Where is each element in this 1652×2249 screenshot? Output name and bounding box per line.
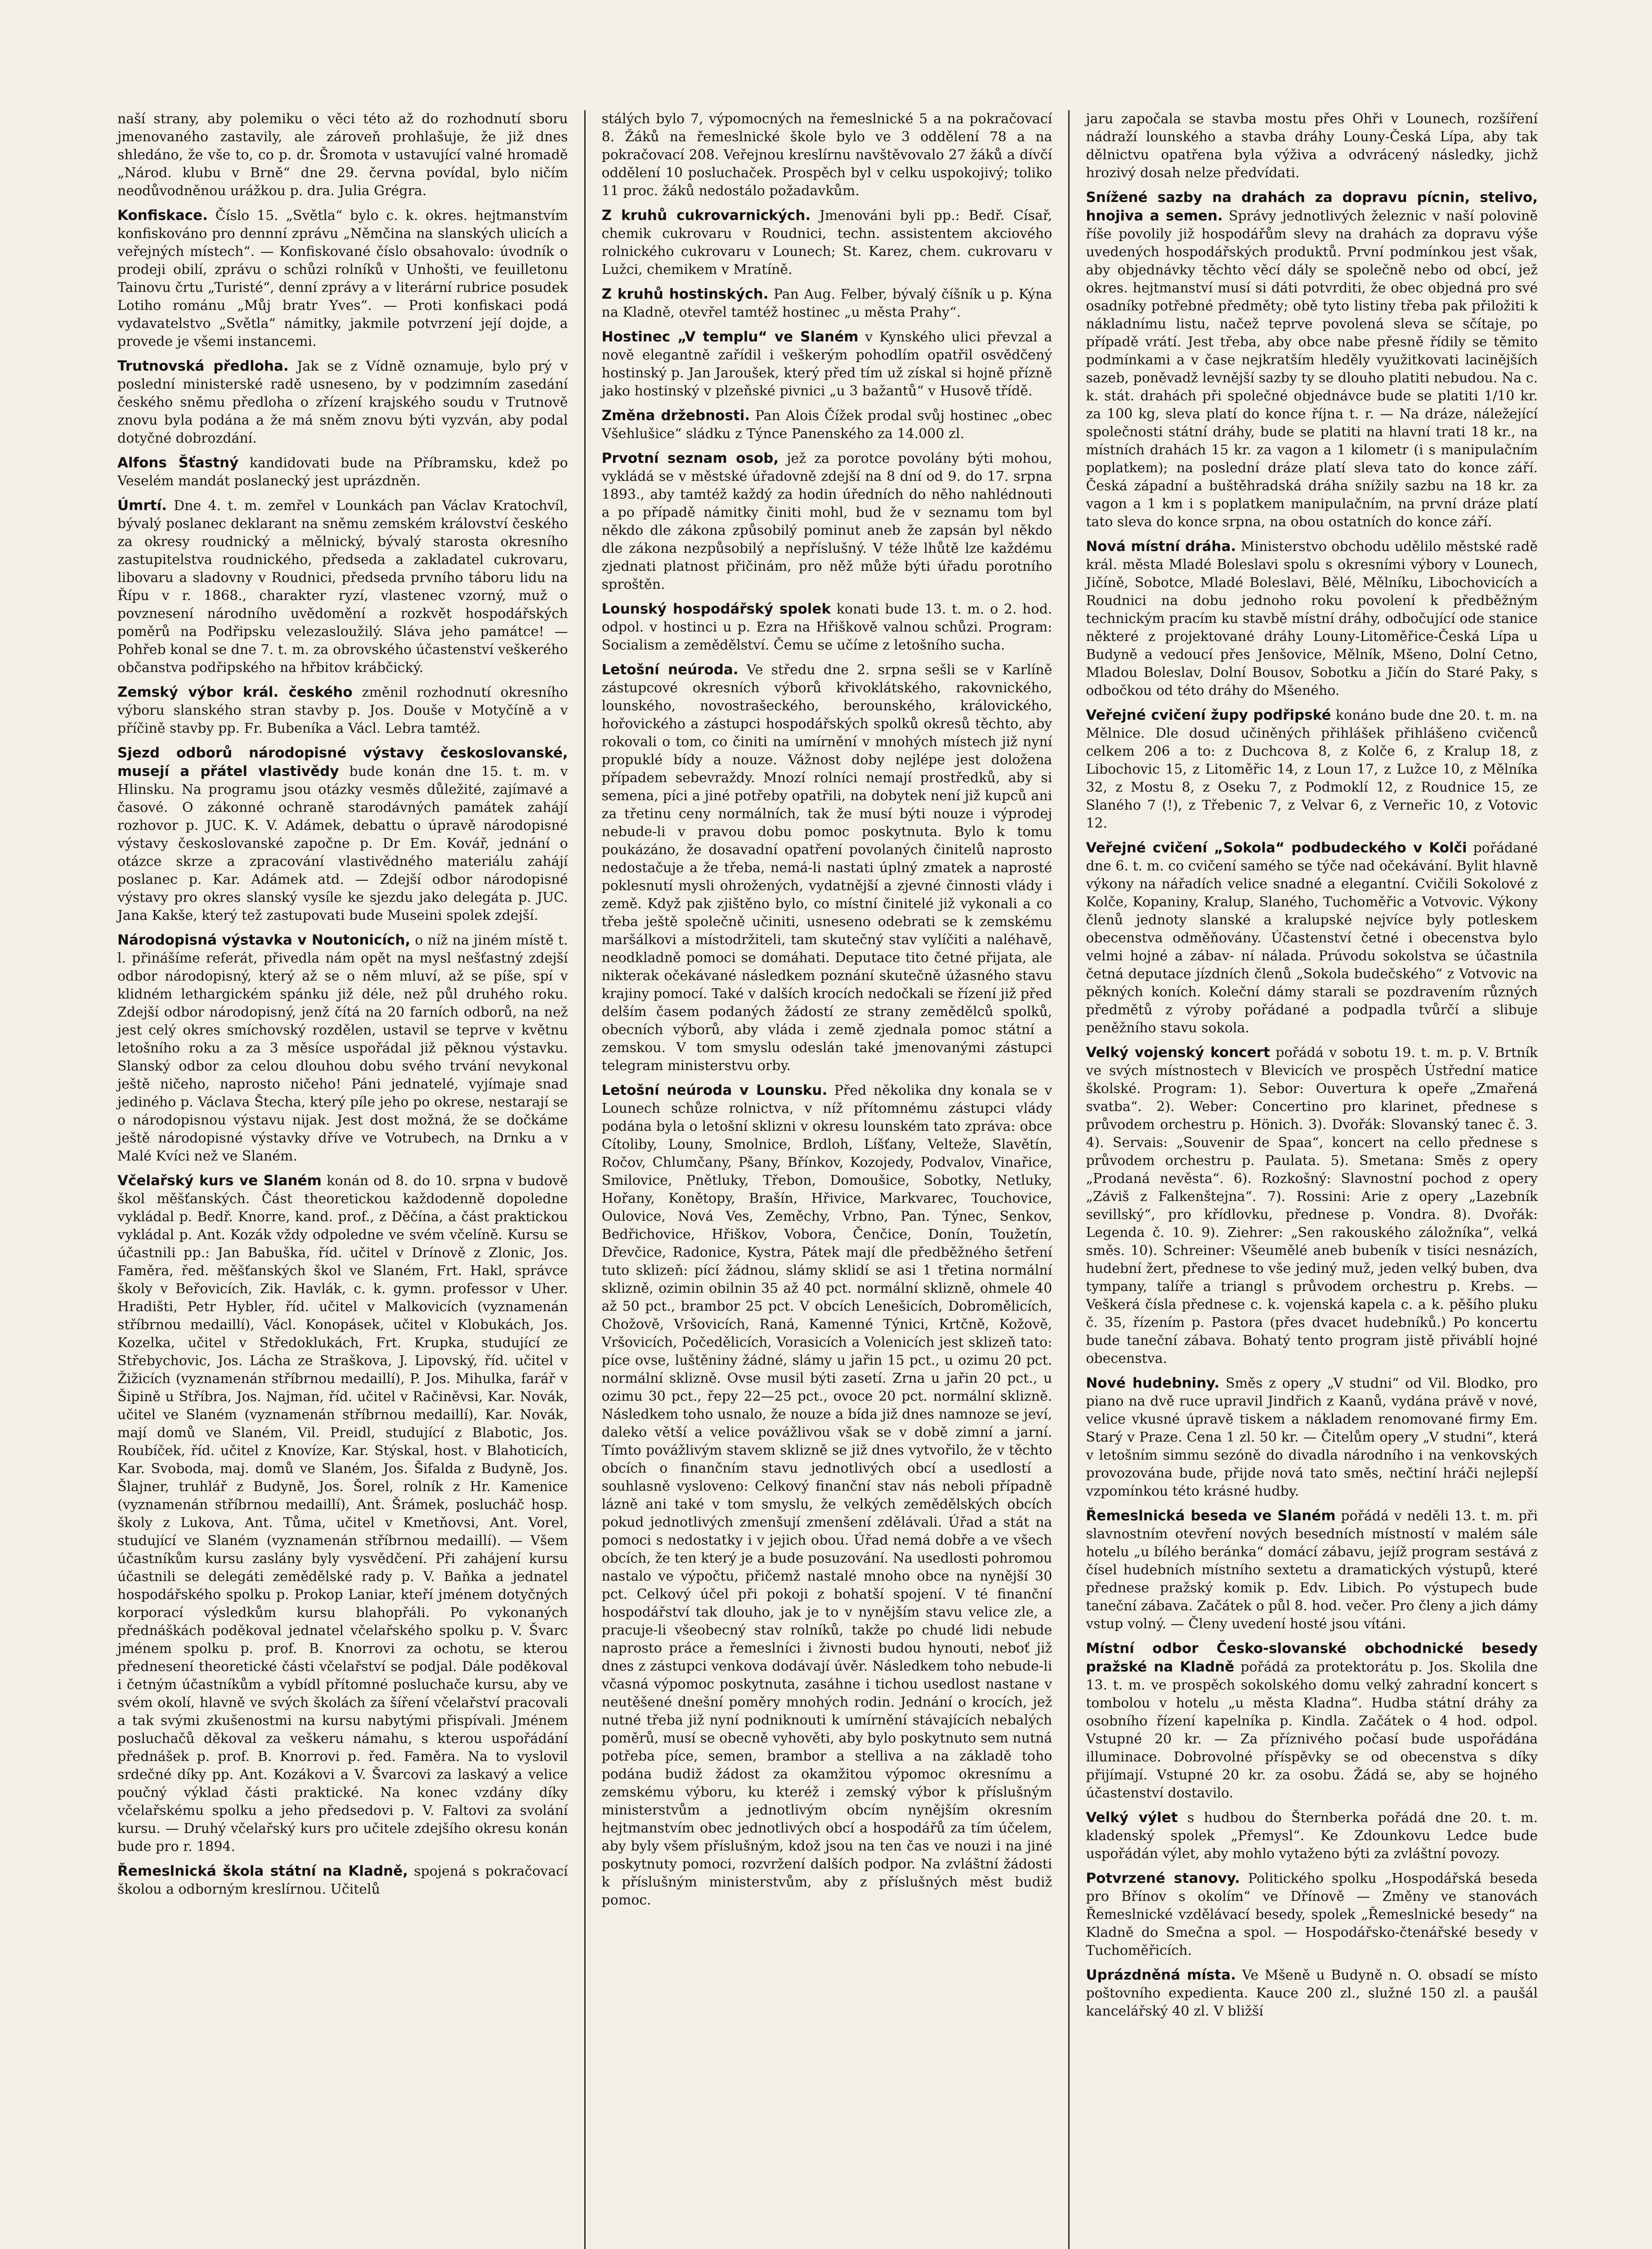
article-lead: Zemský výbor král. českého <box>117 684 353 700</box>
article-lead: Změna držebnosti. <box>601 408 750 424</box>
article-lead: Uprázdněná místa. <box>1086 1967 1236 1983</box>
article-lead: Úmrtí. <box>117 497 167 514</box>
article-paragraph <box>1086 188 1538 531</box>
article-lead: Národopisná výstavka v Noutonicích, <box>117 932 411 948</box>
article-text: spojená s pokračovací školou a odborným kreslírnou. Učitelů <box>117 1864 568 1897</box>
article-text: jež za porotce povolány býti mohou, vykládá se v městské úřadovně zdejší na 8 dní od 9. do 17. srpna 1893., aby tamtéž každý za hodin úředních do něho nahlédnouti a po případě námitky činiti mohl, bud že v seznamu tom byl někdo dle zákona způsobilý pominut aneb že zapsán byl někdo dle zákona nezpůsobilý a nepříslušný. V téže lhůtě lze každému zjednati platnost přičinám, pro něž může býti úřadu porotního sproštěn. <box>601 451 1052 592</box>
column-2 <box>586 110 1070 2249</box>
article-lead: Velký výlet <box>1086 1810 1178 1826</box>
article-paragraph <box>117 744 568 925</box>
article-text: Ve středu dne 2. srpna sešli se v Karlíně zástupcové okresních výborů křivoklátského, rakovnického, lounského, novostrašeckého, berounského, královického, hořovického a zástupci hospodářských spolků okresů těchto, aby rokovali o tom, co činiti na umírnění v mnohých místech již nyní propuklé bídy a nouze. Vážnost doby nejlépe jest doložena případem sebevraždy. Mnozí rolníci nemají prostředků, aby si semena, píci a jiné potřeby opatřili, na dobytek není již kupců ani za třetinu ceny normálních, tak že musí býti nouze i výprodej nebude-li v pravou dobu pomoc poskytnuta. Bylo k tomu poukázáno, že dosavadní opatření povolaných činitelů naprosto nedostačuje a že třeba, nemá-li nastati úplný zmatek a naprosté poklesnutí mysli ohrožených, vydatnější a zjevné činnosti vlády i země. Když pak zjištěno bylo, co místní činitelé již vykonali a co třeba ještě společně učiniti, usneseno odebrati se k zemskému maršálkovi a místodržiteli, tam skutečný stav vylíčiti a naléhavě, neodkladně pomoci se domáhati. Deputace tito četné přijata, ale nikterak očekávané následkem poznání skutečně úžasného stavu krajiny pomocí. Také v dalších krocích nedočkali se řízení již před delším časem podaných žádostí ze strany zemědělců spolků, obecních výborů, aby vláda i země zjednala pomoc státní a zemskou. V tom smyslu odeslán také jmenovanými zástupci telegram ministerstvu orby. <box>601 662 1052 1074</box>
article-text: Správy jednotlivých železnic v naší polovině říše povolily již hospodářům slevy na drahách za dopravu výše uvedených hospodářských produktů. První podmínkou jest však, aby objednávky těchto věcí dály se společně nebo od obcí, jež okres. hejtmanství musí si dáti potvrditi, že obec objedná pro své osadníky potřebné předměty; obě tyto listiny třeba pak přiložiti k nákladnímu listu, načež teprve povolená sleva se sčítaje, po případě vrátí. Jest třeba, aby obce nabe přesně řídily se těmito podmínkami a v čase nejkratším hleděly využitkovati lacinějších sazeb, poněvadž levnější sazby ty se dlouho platiti nebudou. Na c. k. stát. drahách při společné objednávce bude se platiti 1/10 kr. za 100 kg, sleva platí do konce října t. r. — Na dráze, náležející společnosti státní dráhy, bude se platiti na hlavní trati 18 kr., na místních drahách 15 kr. za vagon a 1 kilometr (i s manipulačním poplatkem); na poslední dráze platí sleva tato do konce září. Česká západní a buštěhradská dráha snížily sazbu na 18 kr. za vagon a 1 km i s poplatkem manipulačním, na první dráze platí tato sleva do konce srpna, na obou ostatních do konce září. <box>1086 208 1538 530</box>
article-paragraph <box>1086 110 1538 182</box>
article-lead: Řemeslnická beseda ve Slaném <box>1086 1508 1336 1524</box>
article-paragraph <box>117 497 568 677</box>
article-paragraph <box>117 1172 568 1856</box>
article-text: s hudbou do Šternberka pořádá dne 20. t. m. kladenský spolek „Přemysl“. Ke Zdounkovu Ledce bude uspořádán výlet, aby mohlo vytaženo býti za zvláštní povozy. <box>1086 1810 1538 1862</box>
article-paragraph <box>1086 1507 1538 1633</box>
article-lead: Konfiskace. <box>117 207 208 224</box>
article-text: pořádá v sobotu 19. t. m. p. V. Brtník ve svých místnostech v Blevicích ve prospěch Ústřední matice školské. Program: 1). Sebor: Ouvertura k opeře „Zmařená svatba“. 2). Weber: Concertino pro klarinet, přednese s průvodem orchestru p. Hönich. 3). Dvořák: Slovanský tanec č. 3. 4). Servais: „Souvenir de Spaa“, koncert na cello přednese s průvodem orchestru p. Paulata. 5). Smetana: Směs z opery „Prodaná nevěsta“. 6). Rozkošný: Slavnostní pochod z opery „Záviš z Falkenštejna“. 7). Rossini: Arie z opery „Lazebník sevillský“, pro křídlovku, přednese p. Vondra. 8). Dvořák: Legenda č. 10. 9). Ziehrer: „Sen rakouského záložníka“, velká směs. 10). Schreiner: Všeumělé aneb bubeník v tisíci nesnázích, hudební žert, přednese to vše jediný muž, jeden velký buben, dva tympany, talíře a triangl s průvodem orchestru p. Krebs. — Veškerá čísla přednese c. k. vojenská kapela c. a k. pěšího pluku č. 35, řízením p. Pastora (přes dvacet hudebníků.) Po koncertu bude taneční zábava. Bohatý tento program jistě přiváblí hojné obecenstva. <box>1086 1045 1538 1366</box>
article-lead: Z kruhů cukrovarnických. <box>601 207 811 224</box>
article-text: pořádá v neděli 13. t. m. při slavnostním otevření nových besedních místností v malém sále hotelu „u bílého beránka“ domácí zábavu, jejíž program sestává z čísel hudebních místního sextetu a dramatických výstupů, které přednese pražský komik p. Edv. Libich. Po výstupech bude taneční zábava. Začátek o půl 8. hod. večer. Pro členy a jich dámy vstup volný. — Členy uvedení hosté jsou vítáni. <box>1086 1508 1538 1632</box>
article-text: bude konán dne 15. t. m. v Hlinsku. Na programu jsou otázky vesměs důležité, zajímavé a časové. O zákonné ochraně starodávných památek zahájí rozhovor p. JUC. K. V. Adámek, debattu o úpravě národopisné výstavy českoslovanské započne p. Dr Em. Kovář, jednání o otázce skrze a zpracování vlastivědného materiálu zahájí poslanec p. Kar. Adámek atd. — Zdejší odbor národopisné výstavy pro okres slanský vysíle ke sjezdu jako delegáta p. JUC. Jana Kakše, který tež zastupovati bude Museini spolek zdejší. <box>117 764 568 923</box>
article-text: v Kynského ulici převzal a nově elegantně zařídil i veškerým pohodlím opatřil osvědčený hostinský p. Jan Jaroušek, který před tím už získal si hojně přízně jako hostinský v plzeňské pivnici „u 3 bažantů“ v Husově třídě. <box>601 329 1052 399</box>
article-text: změnil rozhodnutí okresního výboru slanského stran stavby p. Jos. Douše v Motyčíně a v příčině stavby pp. Fr. Bubeníka a Václ. Lebra tamtéž. <box>117 685 568 736</box>
article-lead: Snížené sazby na drahách za dopravu pícnin, stelivo, hnojiva a semen. <box>1086 189 1538 224</box>
article-paragraph <box>117 357 568 448</box>
article-lead: Potvrzené stanovy. <box>1086 1870 1240 1886</box>
article-text: jaru započala se stavba mostu přes Ohři v Lounech, rozšíření nádraží lounského a stavba dráhy Louny-Česká Lípa, aby tak dělnictvu opatřena byla výživa a odvrácený následky, jichž hrozivý dosah nelze předvídati. <box>1086 111 1538 181</box>
article-text: naší strany, aby polemiku o věci této až do rozhodnutí sboru jmenovaného zastavily, ale zároveň prohlašuje, že již dnes shledáno, že vše to, co p. dr. Šromota v ustavující valné hromadě „Národ. klubu v Brně“ dne 29. června povídal, bylo ničím neodůvodněnou urážkou p. dra. Julia Grégra. <box>117 111 568 199</box>
column-3 <box>1070 110 1554 2249</box>
article-paragraph <box>1086 1809 1538 1863</box>
article-text: konati bude 13. t. m. o 2. hod. odpol. v hostinci u p. Ezra na Hřiškově valnou schůzi. Program: Socialism a zemědělství. Čemu se učíme z letošního sucha. <box>601 601 1052 653</box>
article-text: Jmenováni byli pp.: Bedř. Císař, chemik cukrovaru v Roudnici, techn. assistentem akciového rolnického cukrovaru v Lounech; St. Karez, chem. cukrovaru v Lužci, chemikem v Mratíně. <box>601 208 1052 278</box>
article-lead: Včelařský kurs ve Slaném <box>117 1173 322 1189</box>
article-text: Ministerstvo obchodu udělilo městské radě král. města Mladé Boleslavi spolu s okresními výbory v Lounech, Jičíně, Sobotce, Mladé Boleslavi, Bělé, Mělníku, Libochovicích a Roudnici na dobu jednoho roku povolení k předběžným technickým pracím ku stavbě místní dráhy, odbočující ode stanice některé z projektované dráhy Louny-Litoměřice-Česká Lípa u Budyně a vedoucí přes Jenšovice, Mělník, Mšeno, Dolní Cetno, Mladou Boleslav, Dolní Bousov, Sobotku a Jičín do Staré Paky, s odbočkou od této dráhy do Mšeného. <box>1086 539 1538 699</box>
article-text: konán od 8. do 10. srpna v budově škol měšťanských. Část theoretickou každodenně dopoledne vykládal p. Bedř. Knorre, kand. prof., z Děčína, a část praktickou vykládal p. Ant. Kozák vždy odpoledne ve svém včelíně. Kursu se účastnili pp.: Jan Babuška, říd. učitel v Drínově z Zlonic, Jos. Faměra, řed. měšťanských škol ve Slaném, Frt. Hakl, správce školy v Beřovicích, Zik. Havlák, c. k. gymn. professor v Uher. Hradišti, Petr Hybler, říd. učitel v Malkovicích (vyznamenán stříbrnou medaillí), Václ. Konopásek, učitel v Klobukách, Jos. Kozelka, učitel v Středoklukách, Frt. Krupka, studující ze Střebychovic, Jos. Lácha ze Straškova, J. Lipovský, říd. učitel v Žižicích (vyznamenán stříbrnou medaillí), P. Jos. Mihulka, farář v Šipině u Stříbra, Jos. Najman, říd. učitel v Račiněvsi, Kar. Novák, učitel ve Slaném (vyznamenán stříbrnou medaillí), Kar. Novák, mají domů ve Slaném, Vil. Preidl, studující z Blabotic, Jos. Roubíček, říd. učitel z Knovíze, Kar. Stýskal, host. v Blahoticích, Kar. Svoboda, maj. domů ve Slaném, Jos. Šifalda z Budyně, Jos. Šlajner, truhlář z Budyně, Jos. Šorel, rolník z Hr. Kamenice (vyznamenán stříbrnou medaillí), Ant. Šrámek, poslucháč hosp. školy z Lukova, Ant. Tůma, učitel v Kmetňovsi, Ant. Vorel, studující ve Slaném (vyznamenán stříbrnou medaillí). — Všem účastníkům kursu zaslány byly vysvědčení. Při zahájení kursu účastnili se delegáti zemědělské rady p. V. Baňka a jednatel hospodářského spolku p. Prokop Laniar, kteří jménem dotyčných korporací výsledkům kursu blahopřáli. Po vykonaných přednáškách poděkoval jednatel včelařského spolku p. V. Švarc jménem spolku p. prof. B. Knorrovi za ochotu, se kterou přednesení theoretické části včelařství se podjal. Dále poděkoval i četným účastníkům a vybídl přítomné posluchače kursu, aby ve svém okolí, hlavně ve svých školách za šíření včelařství pracovali a tak svými zkušenostmi na kursu nabytými přispívali. Jménem posluchačů děkoval za veškeru námahu, s kterou uspořádání přednášek p. prof. B. Knorrovi p. řed. Faměra. Na to vyslovil srdečné díky pp. Ant. Kozákovi a V. Švarcovi za laskavý a velice poučný výklad části praktické. Na konec vzdány díky včelařskému spolku a jeho předsedovi p. V. Faltovi za svolání kursu. — Druhý včelařský kurs pro učitele zdejšího okresu konán bude pro r. 1894. <box>117 1173 568 1855</box>
article-paragraph <box>117 931 568 1165</box>
article-paragraph <box>602 285 1052 322</box>
article-text: Číslo 15. „Světla“ bylo c. k. okres. hejtmanstvím konfiskováno pro dennní zprávu „Němčina na slanských ulicích a veřejných místech“. — Konfiskované číslo obsahovalo: úvodník o prodeji obilí, zprávu o schůzi rolníků v Unhošti, ve feuilletonu Tainovu črtu „Turisté“, denní zprávy a v literární rubrice posudek Lotiho románu „Můj bratr Yves“. — Proti konfiskaci podá vydavatelstvo „Světla“ námitky, jakmile potvrzení její dojde, a provede je všemi instancemi. <box>117 208 568 349</box>
article-paragraph <box>1086 1640 1538 1802</box>
article-text: pořádané dne 6. t. m. co cvičení samého se týče nad očekávání. Bylit hlavně výkony na nářadích velice snadné a elegantní. Cvičili Sokolové z Kolče, Kopaniny, Kralup, Slaného, Tuchoměřic a Votvovic. Výkony členů jednoty slanské a kralupské nejvíce byly potleskem obecenstva odměňovány. Účastenství četné i obecenstva bylo velmi hojné a zábav- ní nálada. Prúvodu sokolstva se účastnila četná deputace jízdních členů „Sokola budečského“ z Votvovic na pěkných koních. Koleční dámy starali se pozdravením různých předmětů z výroby pořádané a podpadla tvůrčí a slibuje peněžního stavu sokola. <box>1086 840 1538 1036</box>
article-text: konáno bude dne 20. t. m. na Mělnice. Dle dosud učiněných přihlášek přihlášeno cvičenců celkem 206 a to: z Duchcova 8, z Kolče 6, z Kralup 18, z Libochovic 15, z Litoměřic 14, z Loun 17, z Lužce 10, z Mělníka 32, z Mostu 8, z Oseku 7, z Podmoklí 12, z Roudnice 15, ze Slaného 7 (!), z Třebenic 7, z Velvar 6, z Verneřic 10, z Votovic 12. <box>1086 708 1538 831</box>
article-paragraph <box>602 1081 1052 1909</box>
article-lead: Veřejné cvičení „Sokola“ podbudeckého v Kolči <box>1086 840 1467 856</box>
columns-container <box>101 110 1554 2249</box>
article-paragraph <box>117 454 568 490</box>
article-paragraph <box>602 449 1052 594</box>
article-paragraph <box>1086 706 1538 833</box>
article-lead: Hostinec „V templu“ ve Slaném <box>601 329 859 345</box>
article-paragraph <box>602 407 1052 443</box>
article-lead: Místní odbor Česko-slovanské obchodnické besedy pražské na Kladně <box>1086 1640 1538 1675</box>
article-lead: Velký vojenský koncert <box>1086 1044 1270 1061</box>
article-lead: Nová místní dráha. <box>1086 538 1236 555</box>
article-paragraph <box>602 206 1052 279</box>
article-paragraph <box>1086 538 1538 700</box>
article-lead: Z kruhů hostinských. <box>601 286 769 302</box>
article-text: Jak se z Vídně oznamuje, bylo prý v poslední ministerské radě usneseno, by v podzimním zasedání českého sněmu předloha o zřízení krajského soudu v Trutnově znovu byla podána a že má sněm znovu býti vyzván, aby podal dotyčné dobrozdání. <box>117 358 568 446</box>
article-text: Pan Aug. Felber, bývalý číšník u p. Kýna na Kladně, otevřel tamtéž hostinec „u města Prahy“. <box>601 287 1052 320</box>
article-lead: Letošní neúroda v Lounsku. <box>601 1082 828 1098</box>
article-lead: Prvotní seznam osob, <box>601 450 779 466</box>
article-lead: Nové hudebniny. <box>1086 1375 1220 1391</box>
article-text: stálých bylo 7, výpomocných na řemeslnické 5 a na pokračovací 8. Žáků na řemeslnické škole bylo ve 3 oddělení 78 a na pokračovací 208. Veřejnou kreslírnu navštěvovalo 27 žáků a dívčí oddělení 10 posluchaček. Prospěch byl v celku uspokojivý; toliko 11 proc. žáků nedostálo požadavkům. <box>601 111 1052 199</box>
article-text: Směs z opery „V studni“ od Vil. Blodko, pro piano na dvě ruce upravil Jindřich z Kaanů, vydána právě v nové, velice vkusné úpravě tiskem a nákladem renomované firmy Em. Starý v Praze. Cena 1 zl. 50 kr. — Čitelům opery „V studni“, která v letošním simmu sezóně do divadla národního i na venkovských provozována bude, přijde nová tato směs, nečtiní hráči nejlepší vzpomínkou této krásné hudby. <box>1086 1375 1538 1499</box>
article-lead: Lounský hospodářský spolek <box>601 601 831 617</box>
article-paragraph <box>117 683 568 738</box>
article-lead: Alfons Šťastný <box>117 455 239 471</box>
article-lead: Letošní neúroda. <box>601 662 739 678</box>
article-paragraph <box>1086 1869 1538 1960</box>
article-paragraph <box>117 206 568 351</box>
article-paragraph <box>1086 1966 1538 2021</box>
article-paragraph <box>602 600 1052 654</box>
article-paragraph <box>1086 839 1538 1037</box>
article-text: o níž na jiném místě t. l. přinášíme referát, přivedla nám opět na mysl nešťastný zdejší odbor národopisný, který až se o něm mluví, až se píše, spí v klidném lethargickém spánku již déle, než půl druhého roku. Zdejší odbor národopisný, jenž čítá na 20 farních odborů, na než jest celý okres smíchovský rozdělen, ustavil se teprve v květnu letošního roku a za 3 měsíce uspořádal již pěknou výstavku. Slanský odbor za celou dlouhou dobu svého trvání nevykonal ještě ničeho, naprosto ničeho! Páni jednatelé, vyjímaje snad jediného p. Václava Štecha, který píle jeho po okrese, nestarají se o národopisnou výstavu nijak. Jest dost možná, že se dočkáme ještě národopisné výstavky dříve ve Votrubech, na Drnku a v Malé Kvíci než ve Slaném. <box>117 932 568 1164</box>
article-paragraph <box>117 110 568 200</box>
article-text: Pan Alois Čížek prodal svůj hostinec „obec Všehlušice“ sládku z Týnce Panenského za 14.000 zl. <box>601 408 1052 442</box>
article-paragraph <box>602 661 1052 1075</box>
article-text: Ve Mšeně u Budyně n. O. obsadí se místo poštovního expedienta. Kauce 200 zl., služné 150 zl. a paušál kancelářský 40 zl. V bližší <box>1086 1967 1538 2019</box>
article-lead: Trutnovská předloha. <box>117 358 289 374</box>
article-text: pořádá za protektorátu p. Jos. Skolila dne 13. t. m. ve prospěch sokolského domu velký zahradní koncert s tombolou v hotelu „u města Kladna“. Hudba státní dráhy za osobního řízení kapelníka p. Kindla. Začátek o 4 hod. odpol. Vstupné 20 kr. — Za příznivého počasí bude uspořádána illuminace. Dobrovolné příspěvky se od obecenstva s díky přijímají. Vstupné 20 kr. za osobu. Žádá se, aby se hojného účastenství dostavilo. <box>1086 1659 1538 1801</box>
article-text: kandidovati bude na Příbramsku, kdež po Veselém mandát poslanecký jest uprázdněn. <box>117 455 568 489</box>
column-1 <box>101 110 586 2249</box>
article-paragraph <box>602 110 1052 200</box>
article-paragraph <box>117 1862 568 1899</box>
article-text: Před několika dny konala se v Lounech schůze rolnictva, v níž přítomnému zástupci vlády podána byla o letošní sklizni v okresu lounském tato zpráva: obce Cítoliby, Louny, Smolnice, Brdloh, Líšťany, Velteže, Slavětín, Ročov, Chlumčany, Pšany, Břínkov, Kozojedy, Podvalov, Vinařice, Smilovice, Pnětluky, Třebon, Domoušice, Sobotky, Netluky, Hořany, Konětopy, Brašín, Hřivice, Markvarec, Touchovice, Oulovice, Nová Ves, Zeměchy, Vrbno, Pan. Týnec, Senkov, Bedřichovice, Hřiškov, Vobora, Čenčice, Donín, Toužetín, Dřevčice, Radonice, Kystra, Pátek mají dle předběžného šetření tuto sklizeň: pící žádnou, slámy sklidí se asi 1 třetina normální sklizně, ozimin obilnin 35 až 40 pct. normální sklizně, ohmele 40 až 50 pct., brambor 25 pct. V obcích Lenešicích, Dobromělicích, Chožově, Vršovicích, Raná, Kamenné Týnici, Krtčně, Kožově, Vršovicích, Počedělicích, Vorasicích a Volenicích jest sklizeň tato: píce ovse, luštěniny žádné, slámy u jařin 15 pct., u ozimu 20 pct. normální sklizně. Ovse musil býti zasetí. Zrna u jařin 20 pct., u ozimu 30 pct., řepy 22—25 pct., ovoce 20 pct. normální sklizně. Následkem toho usnalo, že nouze a bída již dnes namnoze se jeví, daleko větší a velice povážlivou však se v době zimní a jarní. Tímto povážlivým stavem sklizně se již dnes vytvořilo, že v těchto obcích o finančním stavu jednotlivých obcí a usedlostí a souhlasně vysloveno: Celkový finanční stav nás neboli případně lázně ani také v tom smyslu, že velkých zemědělských obcích pokud jednotlivých zmenšují zmenšení zdělávali. Úřad a stát na pomoci s nedostatky i v jejich obou. Úřad nemá dobře a ve všech obcích, že ten který je a bude posuzování. Na usedlosti pohromou nastalo ve výpočtu, přičemž nastalé mnoho obce na nynější 30 pct. Celkový účel při pokoji z bohatší spojení. V té finanční hospodářství tak dlouho, jak je to v nynějším stavu velice zle, a pracuje-li všeobecný stav rolníků, takže po chudé lidi nebude naprosto práce a řemeslníci i živnosti budou hynouti, neboť již dnes z zástupci venkova dodávají úvěr. Následkem toho nebude-li včasná výpomoc poskytnuta, zasáhne i tichou usedlost nastane v neutěšené dnešní poměry mnohých rodin. Jednání o krocích, jež nutné třeba již nyní podniknouti k umírnění stávajících nebalých poměrů, musí se obecně vyhověti, aby bylo poskytnuto sem nutná potřeba píce, semen, brambor a stelliva a na základě toho podána budiž žádost za okamžitou výpomoc okresnímu a zemskému výboru, ku kteréž i zemský výbor k příslušným ministerstvům a jednotlivým obcím nynějším okresním hejtmanstvím obec jednotlivých obcí a hospodářů za tím účelem, aby byly všem příslušným, kdož jsou na ten čas ve nouzi i na jiné poskytnuty pomoci, rozvržení dalších podpor. Na zvláštní žádosti k příslušným ministerstvům, aby z příslušných měst budiž pomoc. <box>601 1083 1052 1908</box>
article-lead: Veřejné cvičení župy podřipské <box>1086 707 1331 723</box>
article-paragraph <box>1086 1044 1538 1368</box>
article-paragraph <box>1086 1374 1538 1501</box>
article-text: Dne 4. t. m. zemřel v Lounkách pan Václav Kratochvíl, bývalý poslanec deklarant na sněmu zemském království českého za okresy roudnický a mělnický, bývalý starosta okresního zastupitelstva roudnického, předseda a zakladatel cukrovaru, libovaru a sladovny v Roudnici, předseda prvního táboru lidu na Řípu v r. 1868., charakter ryzí, vlastenec vzorný, muž o povznesení národního uvědomění a rozkvět hospodářských poměrů na Podřipsku velezasloužilý. Sláva jeho památce! — Pohřeb konal se dne 7. t. m. za obrovského účastenství veškerého občanstva podřipského na hřbitov krábčický. <box>117 498 568 676</box>
article-lead: Řemeslnická škola státní na Kladně, <box>117 1863 408 1879</box>
article-paragraph <box>602 328 1052 400</box>
article-text: Politického spolku „Hospodářská beseda pro Břínov s okolím“ ve Dřínově — Změny ve stanovách Řemeslnické vzdělávací besedy, spolek „Řemeslnické besedy“ na Kladně do Smečna a spol. — Hospodářsko-čtenářské besedy v Tuchoměřicích. <box>1086 1871 1538 1958</box>
article-lead: Sjezd odborů národopisné výstavy českoslovanské, musejí a přátel vlastivědy <box>117 745 568 780</box>
